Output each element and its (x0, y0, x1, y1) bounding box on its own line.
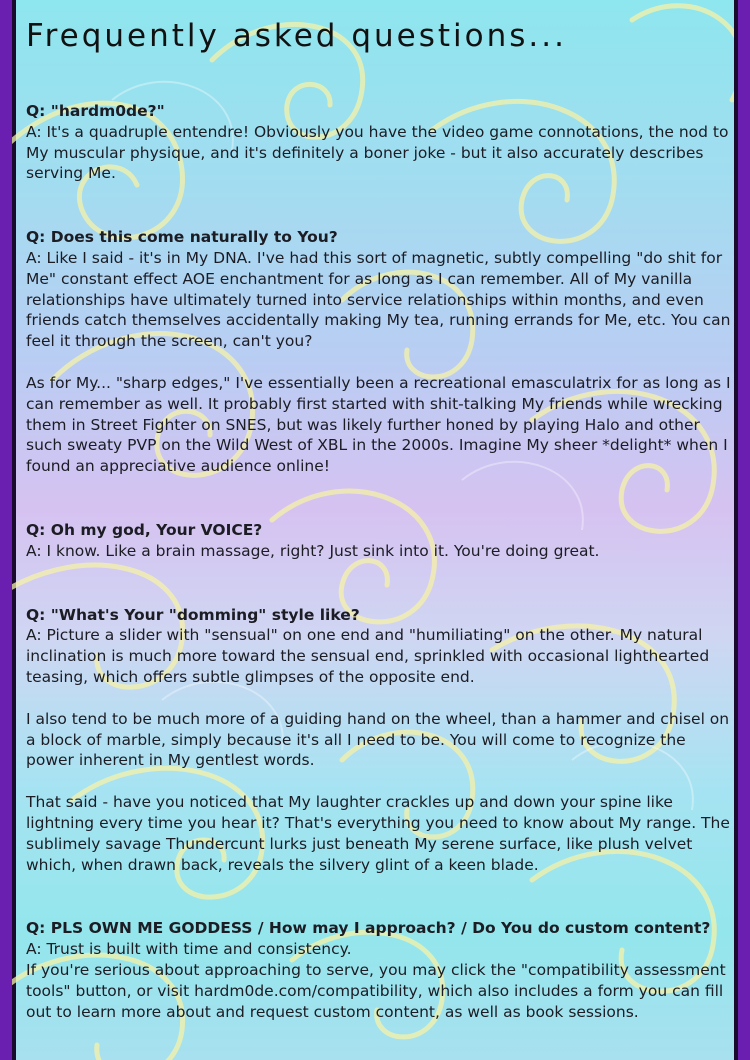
answer: That said - have you noticed that My laughter crackles up and down your spine like lightning every time you hear it? That's everything you need to know about My range. The sublimely savage Thundercunt lurks just beneath My serene surface, like plush velvet which, when drawn back, reveals the silvery glint of a keen blade. (26, 793, 730, 874)
question: Q: PLS OWN ME GODDESS / How may I approach? / Do You do custom content? (26, 919, 711, 938)
question: Q: Oh my god, Your VOICE? (26, 520, 263, 539)
answer: A: Trust is built with time and consistency. (26, 940, 352, 959)
faq-item-2 (26, 227, 736, 477)
faq-item-5 (26, 918, 736, 1022)
question: Q: Does this come naturally to You? (26, 228, 338, 247)
answer: A: It's a quadruple entendre! Obviously you have the video game connotations, the nod to My muscular physique, and it's definitely a boner joke - but it also accurately describes serving Me. (26, 122, 729, 183)
answer: A: I know. Like a brain massage, right? Just sink into it. You're doing great. (26, 541, 600, 560)
question: Q: "hardm0de?" (26, 102, 165, 120)
faq-content (26, 0, 736, 1022)
answer: A: Picture a slider with "sensual" on one end and "humiliating" on the other. My natural inclination is much more toward the sensual end, sprinkled with occasional lighthearted teasing, which offers subtle glimpses of the opposite end. (26, 626, 710, 686)
answer: I also tend to be much more of a guiding hand on the wheel, than a hammer and chisel on a block of marble, simply because it's all I need to be. You will come to recognize the power inherent in My gentlest words. (26, 709, 730, 770)
faq-item-1 (26, 101, 736, 184)
answer: If you're serious about approaching to serve, you may click the "compatibility assessment tools" button, or visit hardm0de.com/compatibility, which also includes a form you can fill out to learn more about and request custom content, as well as book sessions. (26, 960, 726, 1021)
faq-item-4 (26, 605, 736, 876)
question: Q: "What's Your "domming" style like? (26, 605, 360, 624)
page-title: Frequently asked questions... (26, 18, 567, 54)
faq-item-3 (26, 520, 736, 562)
answer: As for My... "sharp edges," I've essentially been a recreational emasculatrix for as long as I can remember as well. It probably first started with shit-talking My friends while wrecking them in Street Fighter on SNES, but was likely further honed by playing Halo and other such sweaty PVP on the Wild West of XBL in the 2000s. Imagine My sheer *delight* when I found an appreciative audience online! (26, 373, 731, 476)
faq-panel (12, 0, 738, 1060)
answer: A: Like I said - it's in My DNA. I've had this sort of magnetic, subtly compelling "do shit for Me" constant effect AOE enchantment for as long as I can remember. All of My vanilla relationships have ultimately turned into service relationships within months, and even friends catch themselves accidentally making My tea, running errands for Me, etc. You can feel it through the screen, can't you? (26, 248, 731, 351)
